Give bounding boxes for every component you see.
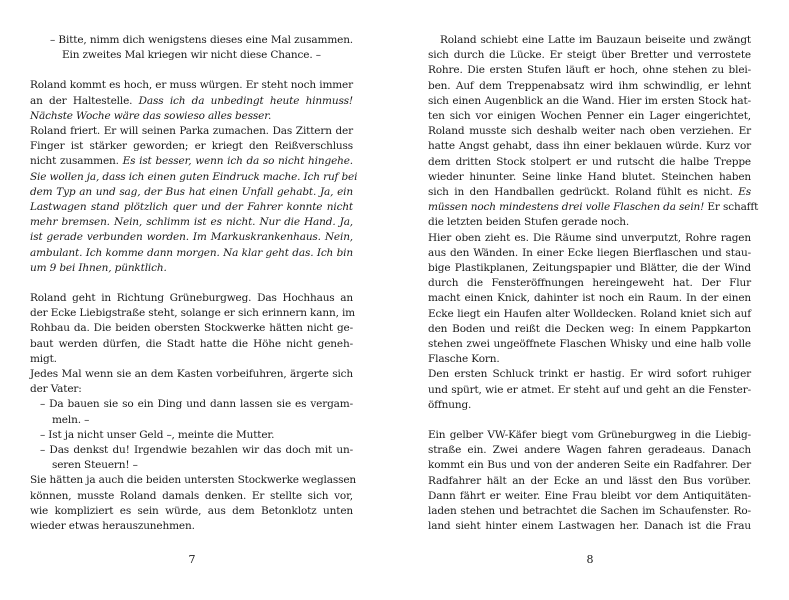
italic-text: Es <box>738 186 751 199</box>
italic-text: ist gerade verbunden worden. Im Markuskrankenhaus. Nein, <box>30 231 353 244</box>
text-line: meln. – <box>52 413 90 426</box>
text-line: baut werden dürfen, die Stadt hatte die Höhe nicht geneh- <box>30 337 353 350</box>
text-line: sich einen Augenblick an die Wand. Hier im ersten Stock hat- <box>428 94 751 107</box>
text-line: Hier oben zieht es. Die Räume sind unverputzt, Rohre ragen <box>428 231 751 244</box>
text-line <box>30 154 353 169</box>
text-line: Dann fährt er weiter. Eine Frau bleibt vor dem Antiquitäten- <box>428 489 751 502</box>
text-line: – Da bauen sie so ein Ding und dann lassen sie es vergam- <box>40 398 353 411</box>
text-line: durch die Fensteröffnungen hereingeweht hat. Der Flur <box>428 277 751 290</box>
left-page <box>30 33 358 534</box>
text-line: aus den Wänden. In einer Ecke liegen Bierflaschen und stau- <box>428 246 751 259</box>
italic-text: ambulant. Ich komme dann morgen. Na klar geht das. Ich bin <box>30 246 353 259</box>
text-line: straße ein. Zwei andere Wagen fahren geradeaus. Danach <box>428 444 751 457</box>
italic-text: Sie wollen ja, dass ich einen guten Eindruck mache. Ich ruf bei <box>30 170 358 183</box>
text-line: Roland schiebt eine Latte im Bauzaun beiseite und zwängt <box>440 34 751 46</box>
italic-text: mehr bremsen. Nein, schlimm ist es nicht. Nur die Hand. Ja, <box>30 216 353 229</box>
text-line: kommt ein Bus und von der anderen Seite ein Radfahrer. Der <box>428 459 751 472</box>
text-line: wieder etwas herauszunehmen. <box>30 520 195 533</box>
text-line: die letzten beiden Stufen gerade noch. <box>428 216 630 229</box>
text-line: – Bitte, nimm dich wenigstens dieses eine Mal zusammen. <box>50 34 353 46</box>
text-line: der Vater: <box>30 383 82 396</box>
text-line: ten sich vor einigen Wochen Penner ein Lager eingerichtet, <box>428 110 751 123</box>
text-line: Jedes Mal wenn sie an dem Kasten vorbeifuhren, ärgerte sich <box>30 368 353 381</box>
text-line: Finger ist stärker geworden; er kriegt den Reißverschluss <box>30 140 353 153</box>
paragraph-gap <box>30 276 353 291</box>
text-line: stehen zwei ungeöffnete Flaschen Whisky und eine halb volle <box>428 338 751 351</box>
text-run: nicht zusammen. <box>30 155 123 168</box>
italic-text: Es ist besser, wenn ich da so nicht hingehe. <box>122 155 353 168</box>
text-line: können, musste Roland damals denken. Er stellte sich vor, <box>30 489 353 502</box>
text-line <box>30 185 353 200</box>
text-line: öffnung. <box>428 398 472 411</box>
text-line: migt. <box>30 352 57 365</box>
text-line: Roland friert. Er will seinen Parka zumachen. Das Zittern der <box>30 125 353 138</box>
text-line: Den ersten Schluck trinkt er hastig. Er wird sofort ruhiger <box>428 368 751 381</box>
page-number-right: 8 <box>586 553 594 566</box>
italic-text: müssen noch mindestens drei volle Flaschen da sein! <box>428 201 705 214</box>
paragraph-gap <box>30 63 353 78</box>
paragraph-gap <box>428 413 751 428</box>
italic-text: Nächste Woche wäre das sowieso alles besser. <box>30 109 272 122</box>
text-line <box>30 261 353 276</box>
text-line: Radfahrer hält an der Ecke an und lässt den Bus vorüber. <box>428 474 751 487</box>
text-line <box>30 94 353 109</box>
text-line <box>30 230 353 245</box>
page-number-left: 7 <box>188 553 196 566</box>
text-line <box>30 246 353 261</box>
text-line <box>30 215 353 230</box>
text-line: ben. Auf dem Treppenabsatz wird ihm schwindlig, er lehnt <box>428 79 751 92</box>
text-line: Ein gelber VW-Käfer biegt vom Grüneburgweg in die Liebig- <box>428 429 751 442</box>
text-line: wieder hinunter. Seine linke Hand blutet. Steinchen haben <box>428 170 751 183</box>
text-line: land sieht hinter einem Lastwagen her. Danach ist die Frau <box>428 520 751 533</box>
text-line: – Ist ja nicht unser Geld –, meinte die Mutter. <box>40 428 275 441</box>
italic-text: um 9 bei Ihnen, pünktlich. <box>30 261 167 274</box>
text-line <box>428 185 751 200</box>
text-line: dem dritten Stock stolpert er und rutscht die halbe Treppe <box>428 155 751 168</box>
text-line: Flasche Korn. <box>428 353 500 366</box>
italic-text: dem Typ an und sag, der Bus hat einen Unfall gehabt. Ja, ein <box>30 185 353 198</box>
text-line: den Boden und reißt die Decken weg: In einem Pappkarton <box>428 322 751 335</box>
text-line: Roland geht in Richtung Grüneburgweg. Das Hochhaus an <box>30 292 353 305</box>
text-run: sich in den Handballen gedrückt. Roland fühlt es nicht. <box>428 186 739 199</box>
text-line: bige Plastikplanen, Zeitungspapier und Blätter, die der Wind <box>428 262 751 275</box>
text-line: – Das denkst du! Irgendwie bezahlen wir das doch mit un- <box>40 444 353 457</box>
text-line: Roland kommt es hoch, er muss würgen. Er steht noch immer <box>30 79 353 92</box>
text-line: laden stehen und betrachtet die Sachen im Schaufenster. Ro- <box>428 505 751 518</box>
text-run: Er schafft <box>704 201 759 214</box>
text-line: Rohre. Die ersten Stufen läuft er hoch, ohne stehen zu blei- <box>428 64 751 77</box>
text-line: wie kompliziert es sein würde, aus dem Betonklotz unten <box>30 504 353 517</box>
text-line: und spürt, wie er atmet. Er steht auf und geht an die Fenster- <box>428 383 751 396</box>
text-line: hatte Angst gehabt, dass ihn einer beklauen würde. Kurz vor <box>428 140 751 153</box>
text-line <box>30 200 353 215</box>
right-page <box>428 33 759 535</box>
text-line <box>428 200 759 215</box>
text-line: sich durch die Lücke. Er steigt über Bretter und verrostete <box>428 49 751 62</box>
text-line <box>30 170 358 185</box>
text-line: seren Steuern! – <box>52 459 138 472</box>
italic-text: Lastwagen stand plötzlich quer und der Fahrer konnte nicht <box>30 201 353 214</box>
text-line <box>30 109 353 124</box>
text-line: der Ecke Liebigstraße steht, solange er sich erinnern kann, im <box>30 307 355 320</box>
italic-text: Dass ich da unbedingt heute hinmuss! <box>138 94 353 107</box>
text-line: Sie hätten ja auch die beiden untersten Stockwerke weglassen <box>30 474 357 487</box>
text-line: Rohbau da. Die beiden obersten Stockwerke hätten nicht ge- <box>30 322 353 335</box>
text-line: macht einen Knick, dahinter ist noch ein Raum. In der einen <box>428 292 751 305</box>
text-line: Roland musste sich deshalb weiter nach oben verziehen. Er <box>428 125 751 138</box>
text-line: Ein zweites Mal kriegen wir nicht diese Chance. – <box>62 49 321 62</box>
text-run: an der Haltestelle. <box>30 94 139 107</box>
text-line: Ecke liegt ein Haufen alter Wolldecken. Roland kniet sich auf <box>428 307 751 320</box>
